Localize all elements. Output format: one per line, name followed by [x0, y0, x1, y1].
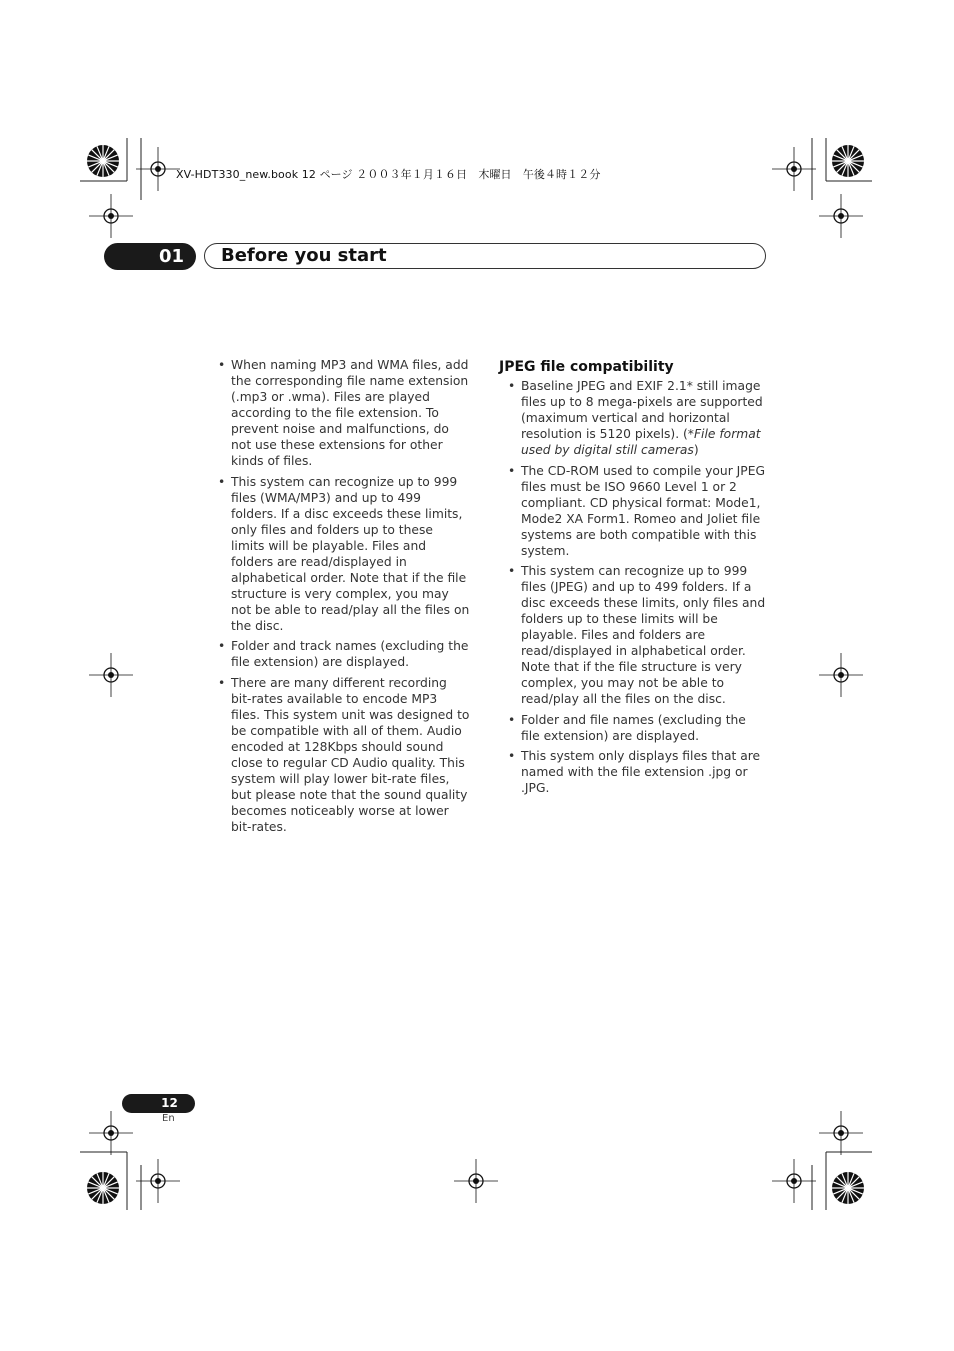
- registration-wheel-bottom-right: [832, 1172, 864, 1204]
- right-column: [499, 357, 767, 801]
- crosshair-mid-left: [89, 653, 133, 697]
- registration-wheel-bottom-left: [87, 1172, 119, 1204]
- crosshair-bottom-left: [89, 1111, 133, 1155]
- left-column: [216, 357, 470, 839]
- crosshair-top-left: [89, 194, 133, 238]
- list-item: • The CD-ROM used to compile your JPEG files must be ISO 9660 Level 1 or 2 compliant. CD physical format: Mode1, Mode2 XA Form1. Romeo and Joliet file systems are both compatible with this system.: [499, 463, 767, 559]
- list-item: • This system only displays files that are named with the file extension .jpg or .JPG.: [499, 748, 767, 796]
- left-bullet-list: [216, 357, 470, 835]
- crosshair-bottom-right: [819, 1111, 863, 1155]
- registration-wheel-top-left: [87, 145, 119, 177]
- chapter-number-badge: 01: [104, 243, 196, 270]
- list-item: • This system can recognize up to 999 files (WMA/MP3) and up to 499 folders. If a disc exceeds these limits, only files and folders up to these limits will be playable. Files and folders are read/displayed in alphabetical order. Note that if the file structure is very complex, you may not be able to read/play all the files on the disc.: [216, 474, 470, 634]
- page-number-badge: 12: [122, 1094, 195, 1113]
- list-item: • Folder and file names (excluding the file extension) are displayed.: [499, 712, 767, 744]
- jpeg-support-text: Baseline JPEG and EXIF 2.1* still image files up to 8 mega-pixels are supported (maximum vertical and horizontal resolution is 5120 pixels). (*: [521, 379, 763, 441]
- list-item: • Folder and track names (excluding the file extension) are displayed.: [216, 638, 470, 670]
- print-header-line: XV-HDT330_new.book 12 ページ ２００３年１月１６日 木曜日 午後４時１２分: [176, 168, 601, 181]
- jpeg-footnote-close: ): [693, 443, 699, 457]
- crosshair-top-right-inner: [772, 147, 816, 191]
- chapter-title: Before you start: [221, 245, 387, 266]
- list-item: • When naming MP3 and WMA files, add the corresponding file name extension (.mp3 or .wma). Files are played according to the file extension. To prevent noise and malfunctions, do not use these extensions for other kinds of files.: [216, 357, 470, 469]
- registration-wheel-top-right: [832, 145, 864, 177]
- crosshair-top-left-inner: [136, 147, 180, 191]
- right-bullet-list: [499, 378, 767, 796]
- list-item: • This system can recognize up to 999 files (JPEG) and up to 499 folders. If a disc exceeds these limits, only files and folders up to these limits will be playable. Files and folders are read/displayed in alphabetical order. Note that if the file structure is very complex, you may not be able to read/play all the files on the disc.: [499, 563, 767, 707]
- list-item: [499, 378, 767, 458]
- crosshair-mid-right: [819, 653, 863, 697]
- jpeg-footnote-italic: File format used by digital still cameras: [521, 427, 761, 457]
- page-language-label: En: [162, 1113, 175, 1124]
- section-heading: JPEG file compatibility: [499, 359, 674, 375]
- crosshair-bottom-left-inner: [136, 1159, 180, 1203]
- crosshair-top-right: [819, 194, 863, 238]
- list-item: • There are many different recording bit-rates available to encode MP3 files. This system unit was designed to be compatible with all of them. Audio encoded at 128Kbps should sound close to regular CD Audio quality. This system will play lower bit-rate files, but please note that the sound quality becomes noticeably worse at lower bit-rates.: [216, 675, 470, 835]
- crosshair-bottom-center: [454, 1159, 498, 1203]
- crosshair-bottom-right-inner: [772, 1159, 816, 1203]
